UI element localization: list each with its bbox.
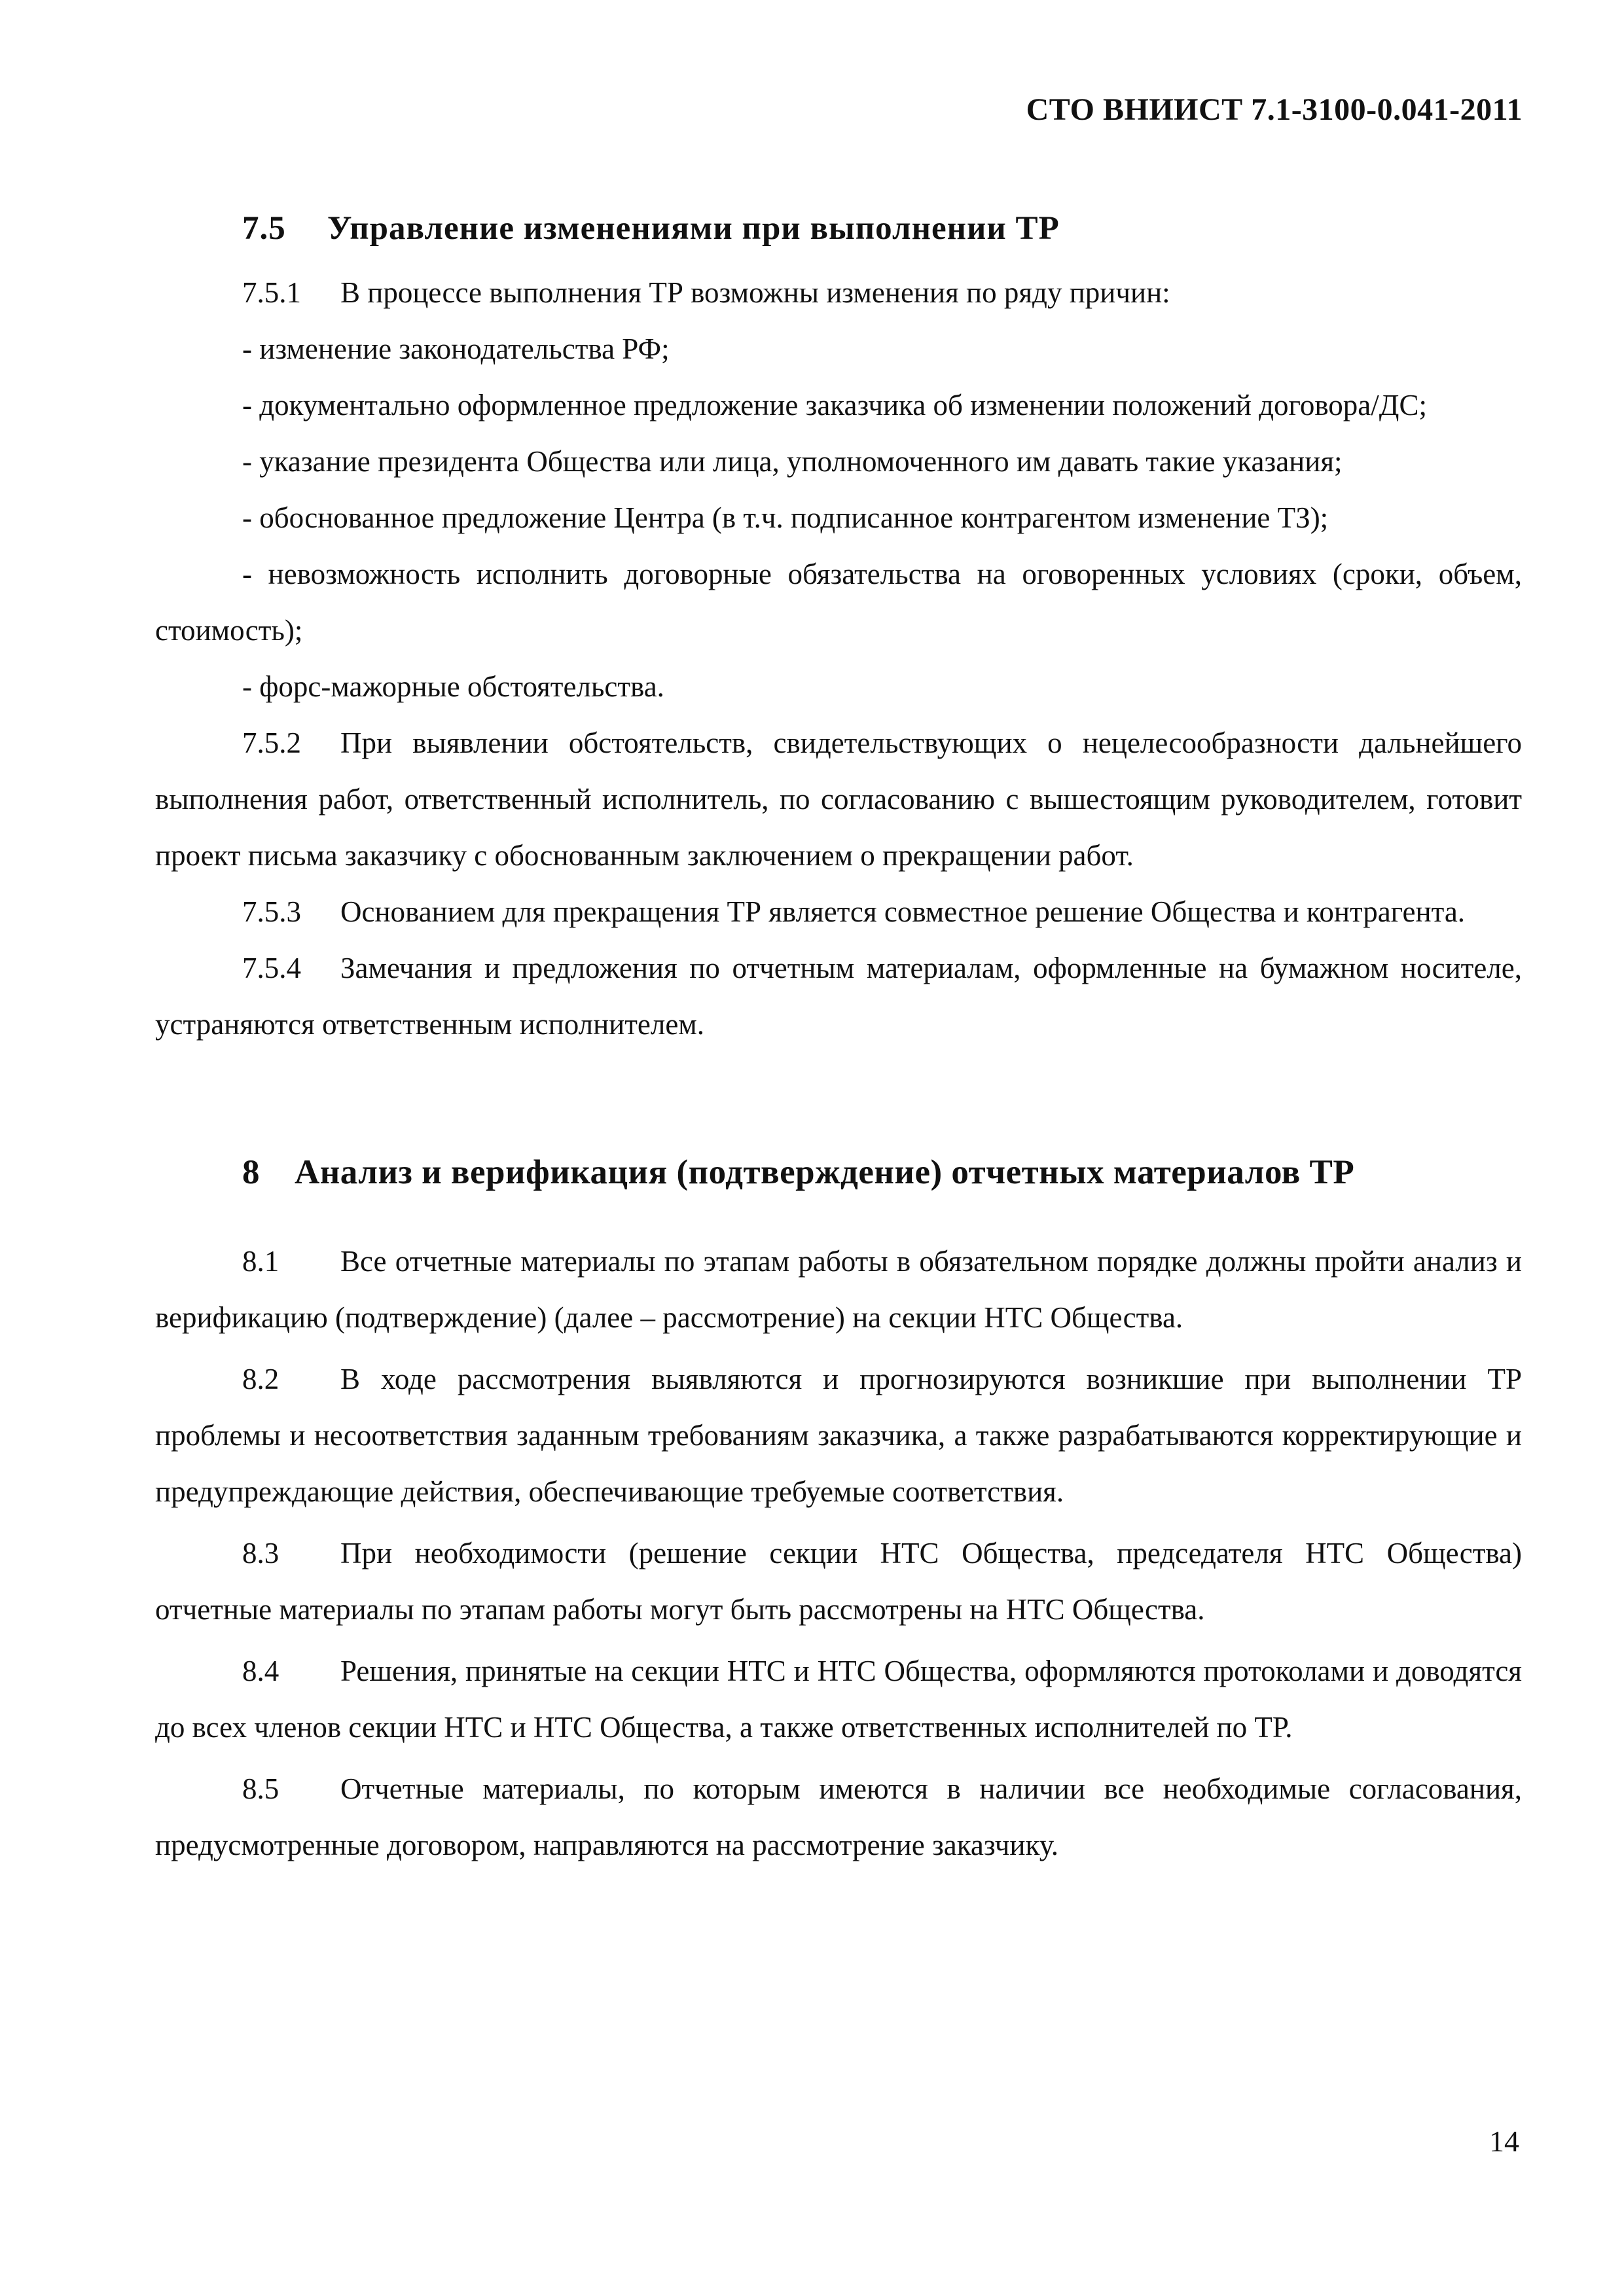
document-header: СТО ВНИИСТ 7.1-3100-0.041-2011 xyxy=(1026,92,1523,127)
paragraph-number: 7.5.4 xyxy=(242,952,301,984)
list-item: - указание президента Общества или лица, уполномоченного им давать такие указания; xyxy=(242,445,1343,478)
paragraph-text: При выявлении обстоятельств, свидетельствующих о нецелесообразности дальнейшего выполнения работ, ответственный исполнитель, по согласованию с вышестоящим руководителем, готовит проект письма заказчику с обоснованным заключением о прекращении работ. xyxy=(155,726,1522,872)
section-7-5-heading xyxy=(155,200,1522,257)
paragraph-7-5-4 xyxy=(155,940,1522,1052)
list-item: - форс-мажорные обстоятельства. xyxy=(242,670,664,703)
paragraph-text: Все отчетные материалы по этапам работы в обязательном порядке должны пройти анализ и верификацию (подтверждение) (далее – рассмотрение) на секции НТС Общества. xyxy=(155,1245,1522,1334)
document-body xyxy=(155,196,1522,1873)
paragraph-number: 8.2 xyxy=(242,1363,280,1395)
paragraph-8-3 xyxy=(155,1525,1522,1638)
section-title: Управление изменениями при выполнении ТР xyxy=(327,210,1060,247)
paragraph-text: Замечания и предложения по отчетным материалам, оформленные на бумажном носителе, устраняются ответственным исполнителем. xyxy=(155,952,1522,1041)
paragraph-text: Отчетные материалы, по которым имеются в наличии все необходимые согласования, предусмотренные договором, направляются на рассмотрение заказчику. xyxy=(155,1772,1522,1861)
paragraph-7-5-2 xyxy=(155,715,1522,884)
list-item: - документально оформленное предложение заказчика об изменении положений договора/ДС; xyxy=(242,389,1427,422)
section-number: 8 xyxy=(242,1153,260,1191)
section-8-heading xyxy=(155,1144,1522,1200)
paragraph-7-5-3 xyxy=(155,884,1522,940)
paragraph-number: 7.5.1 xyxy=(242,276,301,309)
paragraph-8-4 xyxy=(155,1643,1522,1755)
paragraph-text: Решения, принятые на секции НТС и НТС Общества, оформляются протоколами и доводятся до всех членов секции НТС и НТС Общества, а также ответственных исполнителей по ТР. xyxy=(155,1655,1522,1744)
list-item: - невозможность исполнить договорные обязательства на оговоренных условиях (сроки, объем, стоимость); xyxy=(155,558,1522,647)
paragraph-number: 8.3 xyxy=(242,1537,280,1570)
paragraph-text: В процессе выполнения ТР возможны изменения по ряду причин: xyxy=(340,276,1170,309)
paragraph-text: Основанием для прекращения ТР является совместное решение Общества и контрагента. xyxy=(340,895,1466,928)
paragraph-number: 8.1 xyxy=(242,1245,280,1278)
paragraph-text: В ходе рассмотрения выявляются и прогнозируются возникшие при выполнении ТР проблемы и несоответствия заданным требованиям заказчика, а также разрабатываются корректирующие и предупреждающие действия, обеспечивающие требуемые соответствия. xyxy=(155,1363,1522,1508)
paragraph-number: 8.5 xyxy=(242,1772,280,1805)
paragraph-8-2 xyxy=(155,1351,1522,1520)
list-item: - обоснованное предложение Центра (в т.ч. подписанное контрагентом изменение ТЗ); xyxy=(242,501,1329,534)
paragraph-number: 7.5.2 xyxy=(242,726,301,759)
paragraph-number: 7.5.3 xyxy=(242,895,301,928)
section-number: 7.5 xyxy=(242,210,286,247)
page-number: 14 xyxy=(1489,2125,1519,2158)
paragraph-number: 8.4 xyxy=(242,1655,280,1687)
paragraph-text: При необходимости (решение секции НТС Общества, председателя НТС Общества) отчетные материалы по этапам работы могут быть рассмотрены на НТС Общества. xyxy=(155,1537,1522,1626)
paragraph-8-1 xyxy=(155,1233,1522,1346)
list-item: - изменение законодательства РФ; xyxy=(242,332,670,365)
paragraph-8-5 xyxy=(155,1761,1522,1873)
section-title: Анализ и верификация (подтверждение) отчетных материалов ТР xyxy=(295,1153,1355,1191)
paragraph-7-5-1 xyxy=(155,264,1522,321)
